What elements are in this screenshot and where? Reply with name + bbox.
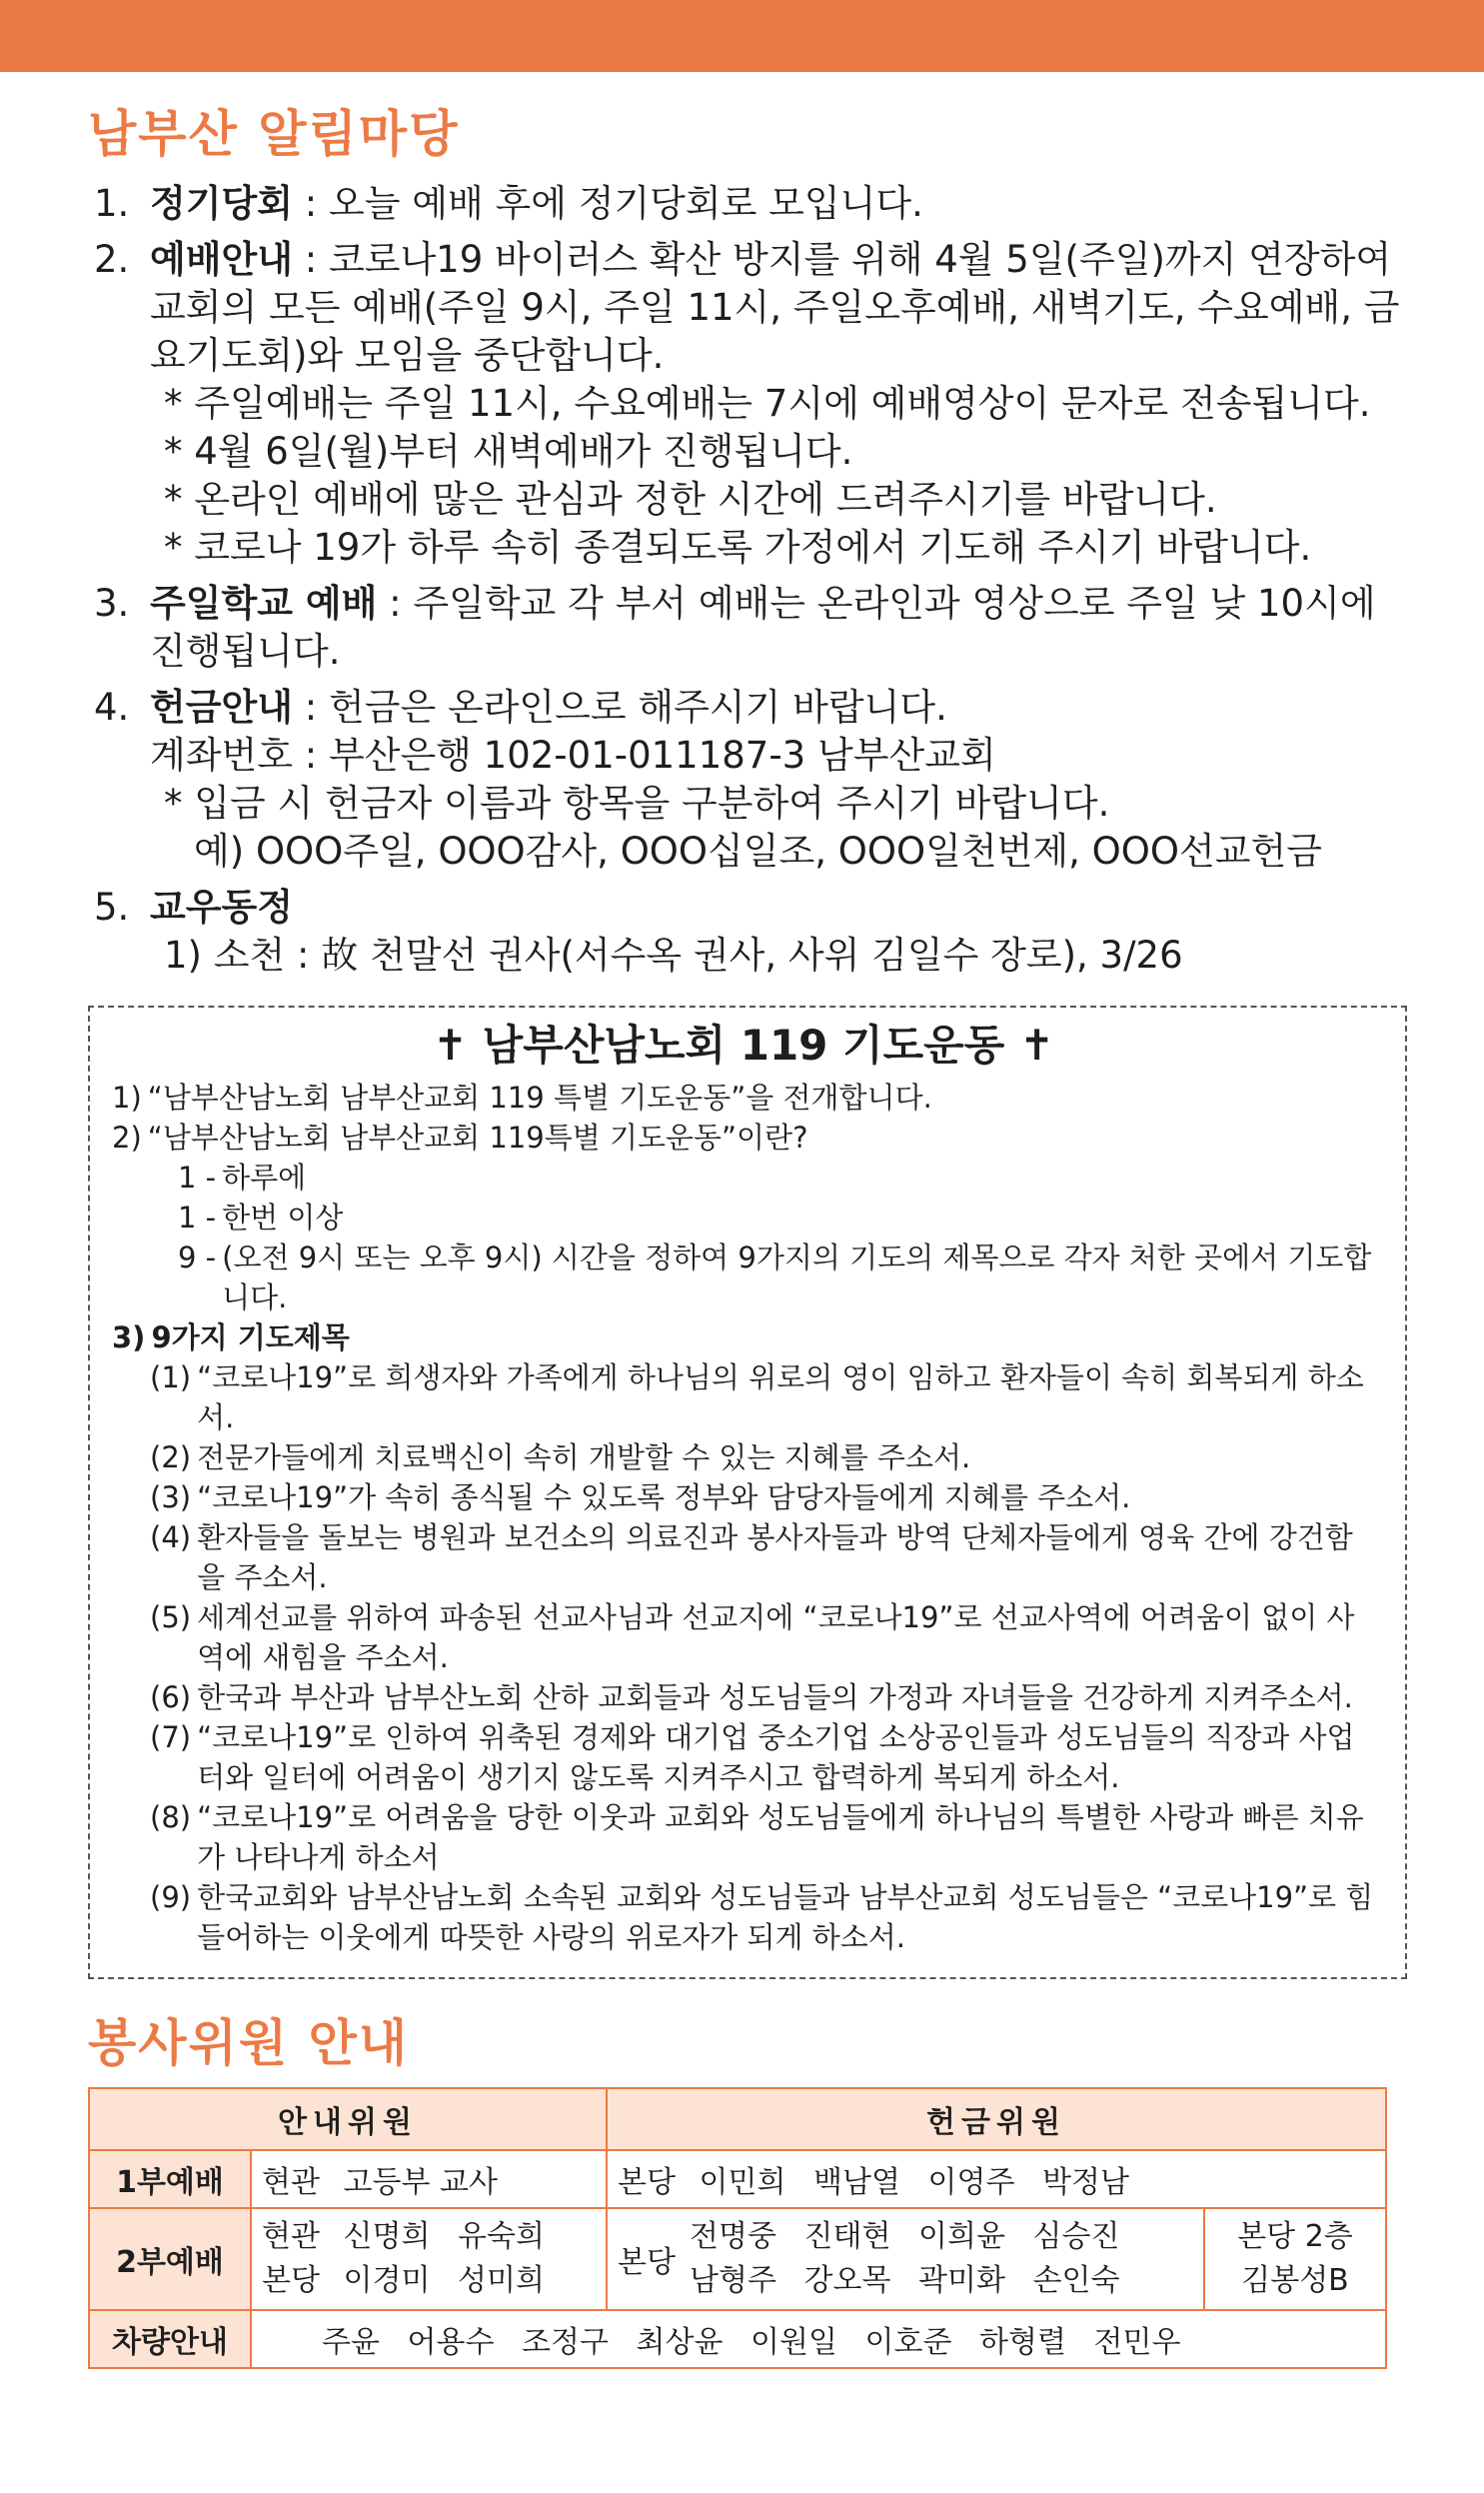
announcement-list xyxy=(88,180,1407,980)
cross-icon: ✝ xyxy=(432,1021,469,1070)
name: 이민희 xyxy=(699,2165,786,2200)
name: 신명희 xyxy=(343,2219,431,2254)
topic-text: 한국교회와 남부산남노회 소속된 교회와 성도님들과 남부산교회 성도님들은 “코로나19”로 힘들어하는 이웃에게 따뜻한 사랑의 위로자가 되게 하소서. xyxy=(197,1880,1374,1954)
volunteers-title: 봉사위원 안내 xyxy=(88,2014,410,2072)
prayer-topic xyxy=(112,1597,1375,1677)
row-label: 차량안내 xyxy=(89,2310,251,2368)
topic-label: (2) xyxy=(150,1440,192,1474)
name: 조정구 xyxy=(522,2325,609,2360)
vehicle-cell xyxy=(251,2310,1386,2368)
table-row xyxy=(89,2208,1386,2310)
location-label: 본당 xyxy=(618,2245,676,2280)
topic-label: (9) xyxy=(150,1880,192,1914)
topic-text: 전문가들에게 치료백신이 속히 개발할 수 있는 지혜를 주소서. xyxy=(197,1440,971,1474)
offering-cell xyxy=(607,2150,1386,2208)
announcement-item xyxy=(88,580,1407,676)
name: 백남열 xyxy=(813,2165,900,2200)
location-label: 본당 2층 xyxy=(1237,2219,1353,2254)
ushers-header: 안내위원 xyxy=(89,2088,607,2150)
announcement-item xyxy=(88,884,1407,980)
topic-label: (7) xyxy=(150,1720,192,1754)
name: 심승진 xyxy=(1032,2219,1120,2254)
prayer-topic xyxy=(112,1517,1375,1597)
prayer-point xyxy=(112,1078,1375,1118)
topic-label: (6) xyxy=(150,1680,192,1714)
prayer-topic xyxy=(112,1717,1375,1797)
meaning-row xyxy=(112,1198,1375,1238)
point-label: 1) xyxy=(112,1081,142,1115)
item-text: : 주일학교 각 부서 예배는 온라인과 영상으로 주일 낮 10시에 진행됩니다. xyxy=(150,582,1376,673)
topic-text: 환자들을 돌보는 병원과 보건소의 의료진과 봉사자들과 방역 단체자들에게 영육 간에 강건함을 주소서. xyxy=(197,1520,1353,1594)
point-text: 9가지 기도제목 xyxy=(151,1320,350,1354)
point-text: “남부산남노회 남부산교회 119 특별 기도운동”을 전개합니다. xyxy=(147,1081,932,1115)
item-label: 주일학교 예배 xyxy=(150,582,378,625)
item-note: * 4월 6일(월)부터 새벽예배가 진행됩니다. xyxy=(164,430,853,473)
item-sub: 1) 소천 : 故 천말선 권사(서수옥 권사, 사위 김일수 장로), 3/26 xyxy=(164,934,1183,977)
meaning-label: 9 - xyxy=(178,1241,217,1274)
topic-label: (5) xyxy=(150,1600,192,1634)
name: 진태현 xyxy=(803,2219,891,2254)
name: 전명중 xyxy=(690,2219,776,2254)
topic-label: (4) xyxy=(150,1520,192,1554)
location-label: 현관 xyxy=(262,2165,320,2200)
prayer-point xyxy=(112,1118,1375,1158)
bulletin-content xyxy=(88,96,1407,2369)
announcement-item xyxy=(88,684,1407,876)
name: 이영주 xyxy=(927,2165,1015,2200)
topic-text: “코로나19”로 어려움을 당한 이웃과 교회와 성도님들에게 하나님의 특별한 사랑과 빠른 치유가 나타나게 하소서 xyxy=(197,1800,1364,1874)
prayer-topic xyxy=(112,1437,1375,1477)
table-row xyxy=(89,2310,1386,2368)
prayer-topic xyxy=(112,1797,1375,1877)
offering-cell xyxy=(607,2208,1204,2310)
name: 김봉성B xyxy=(1241,2263,1349,2298)
table-header-row xyxy=(89,2088,1386,2150)
volunteers-table xyxy=(88,2087,1387,2369)
ushers-cell xyxy=(251,2208,607,2310)
topic-text: 세계선교를 위하여 파송된 선교사님과 선교지에 “코로나19”로 선교사역에 어려움이 없이 사역에 새힘을 주소서. xyxy=(197,1600,1355,1674)
name: 어용수 xyxy=(407,2325,495,2360)
meaning-row xyxy=(112,1238,1375,1317)
name: 최상윤 xyxy=(636,2325,724,2360)
meaning-text: (오전 9시 또는 오후 9시) 시간을 정하여 9가지의 기도의 제목으로 각자 처한 곳에서 기도합니다. xyxy=(222,1241,1372,1314)
point-label: 2) xyxy=(112,1121,142,1155)
item-text: : 헌금은 온라인으로 해주시기 바랍니다. xyxy=(304,686,947,729)
cross-icon: ✝ xyxy=(1018,1021,1055,1070)
item-label: 교우동정 xyxy=(150,886,293,929)
row-label: 2부예배 xyxy=(89,2208,251,2310)
prayer-topic xyxy=(112,1877,1375,1957)
names: 고등부 교사 xyxy=(343,2165,498,2200)
point-text: “남부산남노회 남부산교회 119특별 기도운동”이란? xyxy=(147,1121,808,1155)
item-example: 예) OOO주일, OOO감사, OOO십일조, OOO일천번제, OOO선교헌금 xyxy=(194,830,1323,873)
meaning-label: 1 - xyxy=(178,1161,217,1195)
topic-text: “코로나19”가 속히 종식될 수 있도록 정부와 담당자들에게 지혜를 주소서. xyxy=(197,1480,1131,1514)
meaning-row xyxy=(112,1158,1375,1198)
name: 하형렬 xyxy=(979,2325,1066,2360)
item-label: 예배안내 xyxy=(150,238,293,281)
item-number: 2. xyxy=(94,238,130,281)
extra-offering-cell xyxy=(1204,2208,1386,2310)
topic-label: (1) xyxy=(150,1360,192,1394)
item-note: * 주일예배는 주일 11시, 수요예배는 7시에 예배영상이 문자로 전송됩니다. xyxy=(164,382,1371,425)
item-label: 헌금안내 xyxy=(150,686,293,729)
prayer-topic xyxy=(112,1357,1375,1437)
name: 곽미화 xyxy=(918,2263,1005,2298)
announcements-title: 남부산 알림마당 xyxy=(88,105,460,163)
location-label: 본당 xyxy=(262,2263,320,2298)
topic-text: “코로나19”로 인하여 위축된 경제와 대기업 중소기업 소상공인들과 성도님들의 직장과 사업터와 일터에 어려움이 생기지 않도록 지켜주시고 합력하게 복되게 하소서. xyxy=(197,1720,1355,1794)
prayer-title xyxy=(112,1021,1375,1070)
name: 유숙희 xyxy=(458,2219,545,2254)
prayer-movement-box xyxy=(88,1006,1407,1979)
topic-text: 한국과 부산과 남부산노회 산하 교회들과 성도님들의 가정과 자녀들을 건강하게 지켜주소서. xyxy=(197,1680,1353,1714)
name: 손인숙 xyxy=(1032,2263,1120,2298)
location-label: 본당 xyxy=(618,2165,676,2200)
item-text: : 오늘 예배 후에 정기당회로 모입니다. xyxy=(304,182,923,225)
row-label: 1부예배 xyxy=(89,2150,251,2208)
item-number: 3. xyxy=(94,582,130,625)
name: 남형주 xyxy=(690,2263,776,2298)
name: 전민우 xyxy=(1093,2325,1181,2360)
prayer-point xyxy=(112,1317,1375,1357)
topic-text: “코로나19”로 희생자와 가족에게 하나님의 위로의 영이 임하고 환자들이 속히 회복되게 하소서. xyxy=(197,1360,1364,1434)
name: 이원일 xyxy=(750,2325,837,2360)
topic-label: (3) xyxy=(150,1480,192,1514)
name: 강오목 xyxy=(803,2263,891,2298)
location-label: 현관 xyxy=(262,2219,320,2254)
top-accent-bar xyxy=(0,0,1484,72)
item-number: 1. xyxy=(94,182,130,225)
topic-label: (8) xyxy=(150,1800,192,1834)
prayer-topic xyxy=(112,1677,1375,1717)
announcement-item xyxy=(88,236,1407,572)
item-text: : 코로나19 바이러스 확산 방지를 위해 4월 5일(주일)까지 연장하여 교회의 모든 예배(주일 9시, 주일 11시, 주일오후예배, 새벽기도, 수요예배, 금요기도회)와 모임을 중단합니다. xyxy=(150,238,1400,377)
bank-account: 계좌번호 : 부산은행 102-01-011187-3 남부산교회 xyxy=(150,734,996,777)
item-number: 4. xyxy=(94,686,130,729)
name: 이호준 xyxy=(864,2325,952,2360)
point-label: 3) xyxy=(112,1320,146,1354)
name: 주윤 xyxy=(322,2325,380,2360)
name: 이희윤 xyxy=(918,2219,1005,2254)
offering-header: 헌금위원 xyxy=(607,2088,1386,2150)
meaning-label: 1 - xyxy=(178,1201,217,1235)
prayer-topic xyxy=(112,1477,1375,1517)
item-label: 정기당회 xyxy=(150,182,293,225)
table-row xyxy=(89,2150,1386,2208)
item-note: * 코로나 19가 하루 속히 종결되도록 가정에서 기도해 주시기 바랍니다. xyxy=(164,526,1312,569)
item-number: 5. xyxy=(94,886,130,929)
name: 성미희 xyxy=(458,2263,545,2298)
prayer-title-text: 남부산남노회 119 기도운동 xyxy=(482,1021,1005,1070)
ushers-cell xyxy=(251,2150,607,2208)
item-note: * 입금 시 헌금자 이름과 항목을 구분하여 주시기 바랍니다. xyxy=(164,782,1110,825)
announcement-item xyxy=(88,180,1407,228)
name: 이경미 xyxy=(343,2263,431,2298)
item-note: * 온라인 예배에 많은 관심과 정한 시간에 드려주시기를 바랍니다. xyxy=(164,478,1217,521)
name: 박정남 xyxy=(1042,2165,1129,2200)
meaning-text: 하루에 xyxy=(222,1161,307,1195)
meaning-text: 한번 이상 xyxy=(222,1201,344,1235)
